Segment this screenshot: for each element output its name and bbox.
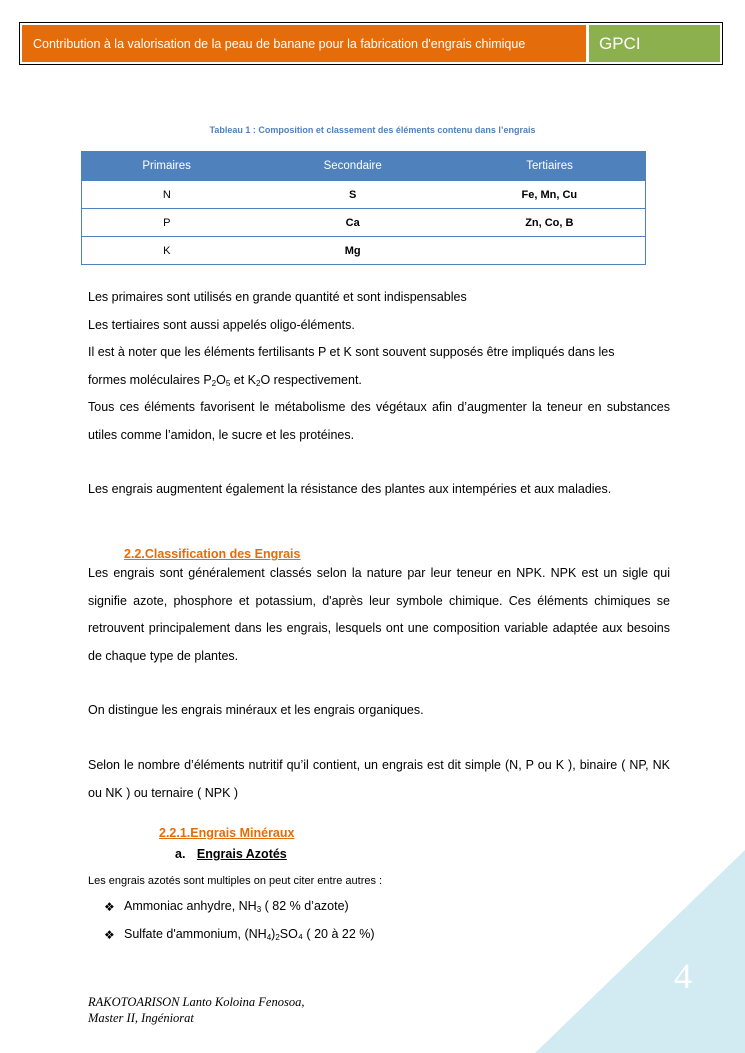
- composition-table: [81, 151, 646, 265]
- diamond-bullet-icon: ❖: [104, 899, 115, 914]
- paragraph-metabolisme: Tous ces éléments favorisent le métabolisme des végétaux afin d’augmenter la teneur en substances utiles comme l’amidon, le sucre et les protéines.: [88, 400, 670, 442]
- subsection-heading-a: [175, 847, 287, 861]
- page-footer: [88, 994, 304, 1026]
- page-number: 4: [674, 956, 692, 996]
- table-row: [82, 237, 646, 265]
- table-cell: Fe, Mn, Cu: [454, 181, 646, 209]
- paragraph-nombre-elements: Selon le nombre d’éléments nutritif qu’il contient, un engrais est dit simple (N, P ou K ), binaire ( NP, NK ou NK ) ou ternaire ( NPK ): [88, 758, 670, 800]
- table-cell: S: [252, 181, 454, 209]
- table-caption: Tableau 1 : Composition et classement des éléments contenu dans l’engrais: [209, 125, 536, 135]
- paragraph-classification: Les engrais sont généralement classés selon la nature par leur teneur en NPK. NPK est un sigle qui signifie azote, phosphore et potassium, d'après leur symbole chimique. Ces éléments chimiques se retrouvent principalement dans les engrais, lesquels ont une composition variable adaptée aux besoins de chaque type de plantes.: [88, 566, 670, 663]
- list-item-text: Ammoniac anhydre, $NH_3$ ( 82 % d’azote): [124, 899, 349, 914]
- diamond-bullet-icon: ❖: [104, 927, 115, 942]
- table-row: [82, 181, 646, 209]
- table-header-row: [82, 152, 646, 181]
- header-title: Contribution à la valorisation de la peau de banane pour la fabrication d'engrais chimique: [22, 25, 589, 62]
- corner-decoration: [535, 850, 745, 1053]
- paragraph-primaires: Les primaires sont utilisés en grande quantité et sont indispensables: [88, 290, 467, 304]
- table-cell: [454, 237, 646, 265]
- table-cell: K: [82, 237, 252, 265]
- paragraph-tertiaires: Les tertiaires sont aussi appelés oligo-éléments.: [88, 318, 355, 332]
- header-code: GPCI: [589, 25, 720, 62]
- table-cell: N: [82, 181, 252, 209]
- section-heading-2-2-1: 2.2.1.Engrais Minéraux: [159, 826, 295, 840]
- column-header: Primaires: [82, 152, 252, 181]
- paragraph-line: Il est à noter que les éléments fertilisants P et K sont souvent supposés être impliqués dans les: [88, 345, 615, 359]
- list-marker: a.: [175, 847, 186, 861]
- paragraph-fertilisants: [88, 339, 670, 397]
- subsection-title: Engrais Azotés: [196, 847, 287, 861]
- column-header: Tertiaires: [454, 152, 646, 181]
- footer-author: RAKOTOARISON Lanto Koloina Fenosoa,: [88, 995, 305, 1009]
- list-item-text: Sulfate d'ammonium, $(NH_4)_2SO_4$ ( 20 à 22 %): [124, 927, 375, 942]
- footer-degree: Master II, Ingéniorat: [88, 1011, 194, 1025]
- table-cell: Ca: [252, 209, 454, 237]
- list-item: [104, 927, 375, 942]
- table-cell: Mg: [252, 237, 454, 265]
- paragraph-resistance: Les engrais augmentent également la résistance des plantes aux intempéries et aux maladies.: [88, 482, 612, 496]
- paragraph-distinction: On distingue les engrais minéraux et les engrais organiques.: [88, 703, 424, 717]
- column-header: Secondaire: [252, 152, 454, 181]
- page-header: [19, 22, 723, 65]
- table-cell: Zn, Co, B: [454, 209, 646, 237]
- paragraph-line: formes moléculaires $P_2O_5$ et $K_2O$ respectivement.: [88, 372, 362, 388]
- table-row: [82, 209, 646, 237]
- table-cell: P: [82, 209, 252, 237]
- section-heading-2-2: 2.2.Classification des Engrais: [124, 547, 301, 561]
- paragraph-engrais-azotes: Les engrais azotés sont multiples on peut citer entre autres :: [88, 875, 383, 887]
- list-item: [104, 899, 349, 914]
